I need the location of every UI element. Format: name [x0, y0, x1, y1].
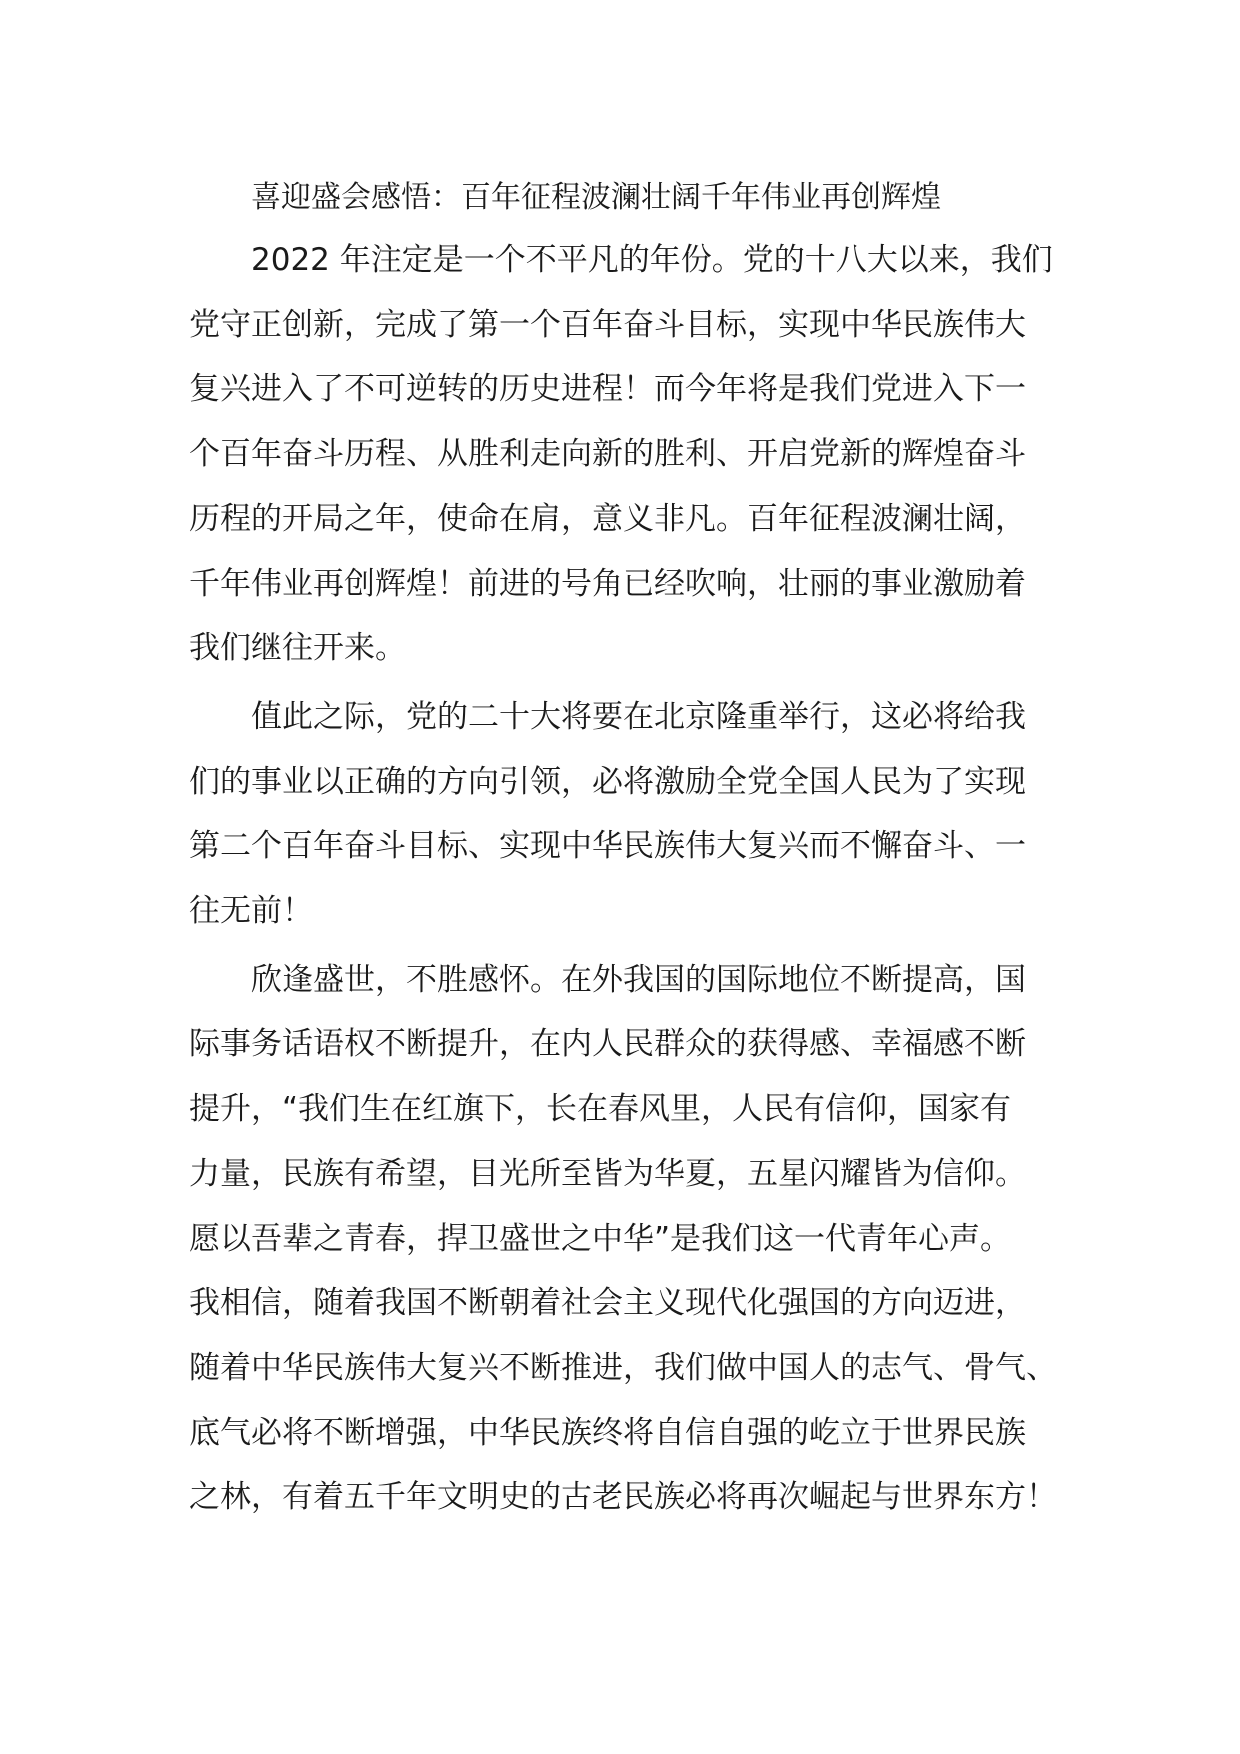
- paragraph-line: 个百年奋斗历程、从胜利走向新的胜利、开启党新的辉煌奋斗: [189, 436, 1026, 473]
- paragraph-line: 第二个百年奋斗目标、实现中华民族伟大复兴而不懈奋斗、一: [189, 828, 1026, 865]
- paragraph-line: 们的事业以正确的方向引领，必将激励全党全国人民为了实现: [189, 763, 1026, 800]
- paragraph-line: 际事务话语权不断提升，在内人民群众的获得感、幸福感不断: [189, 1026, 1026, 1063]
- paragraph-line: 底气必将不断增强，中华民族终将自信自强的屹立于世界民族: [189, 1414, 1026, 1451]
- paragraph-line: 我相信，随着我国不断朝着社会主义现代化强国的方向迈进，: [189, 1285, 1026, 1322]
- paragraph-line: 值此之际，党的二十大将要在北京隆重举行，这必将给我: [251, 698, 1026, 735]
- paragraph-line: 2022 年注定是一个不平凡的年份。党的十八大以来，我们: [251, 242, 1053, 278]
- paragraph-3: [189, 948, 1089, 1530]
- document-title: 喜迎盛会感悟：百年征程波澜壮阔千年伟业再创辉煌: [251, 180, 941, 215]
- paragraph-line: 欣逢盛世，不胜感怀。在外我国的国际地位不断提高，国: [251, 961, 1026, 998]
- paragraph-line: 千年伟业再创辉煌！前进的号角已经吹响，壮丽的事业激励着: [189, 565, 1026, 602]
- paragraph-line: 复兴进入了不可逆转的历史进程！而今年将是我们党进入下一: [189, 371, 1026, 408]
- paragraph-line: 提升，“我们生在红旗下，长在春风里，人民有信仰，国家有: [189, 1091, 1012, 1128]
- paragraph-2: [189, 685, 1089, 944]
- paragraph-line: 我们继往开来。: [189, 630, 406, 667]
- paragraph-line: 力量，民族有希望，目光所至皆为华夏，五星闪耀皆为信仰。: [189, 1155, 1026, 1192]
- paragraph-line: 往无前！: [189, 893, 313, 930]
- paragraph-line: 愿以吾辈之青春，捍卫盛世之中华”是我们这一代青年心声。: [189, 1220, 1012, 1257]
- paragraph-line: 随着中华民族伟大复兴不断推进，我们做中国人的志气、骨气、: [189, 1349, 1057, 1386]
- document-body: [189, 174, 1089, 1534]
- paragraph-line: 之林，有着五千年文明史的古老民族必将再次崛起与世界东方！: [189, 1479, 1057, 1516]
- paragraph-line: 党守正创新，完成了第一个百年奋斗目标，实现中华民族伟大: [189, 306, 1026, 343]
- paragraph-1: [189, 228, 1089, 681]
- paragraph-line: 历程的开局之年，使命在肩，意义非凡。百年征程波澜壮阔，: [189, 500, 1026, 537]
